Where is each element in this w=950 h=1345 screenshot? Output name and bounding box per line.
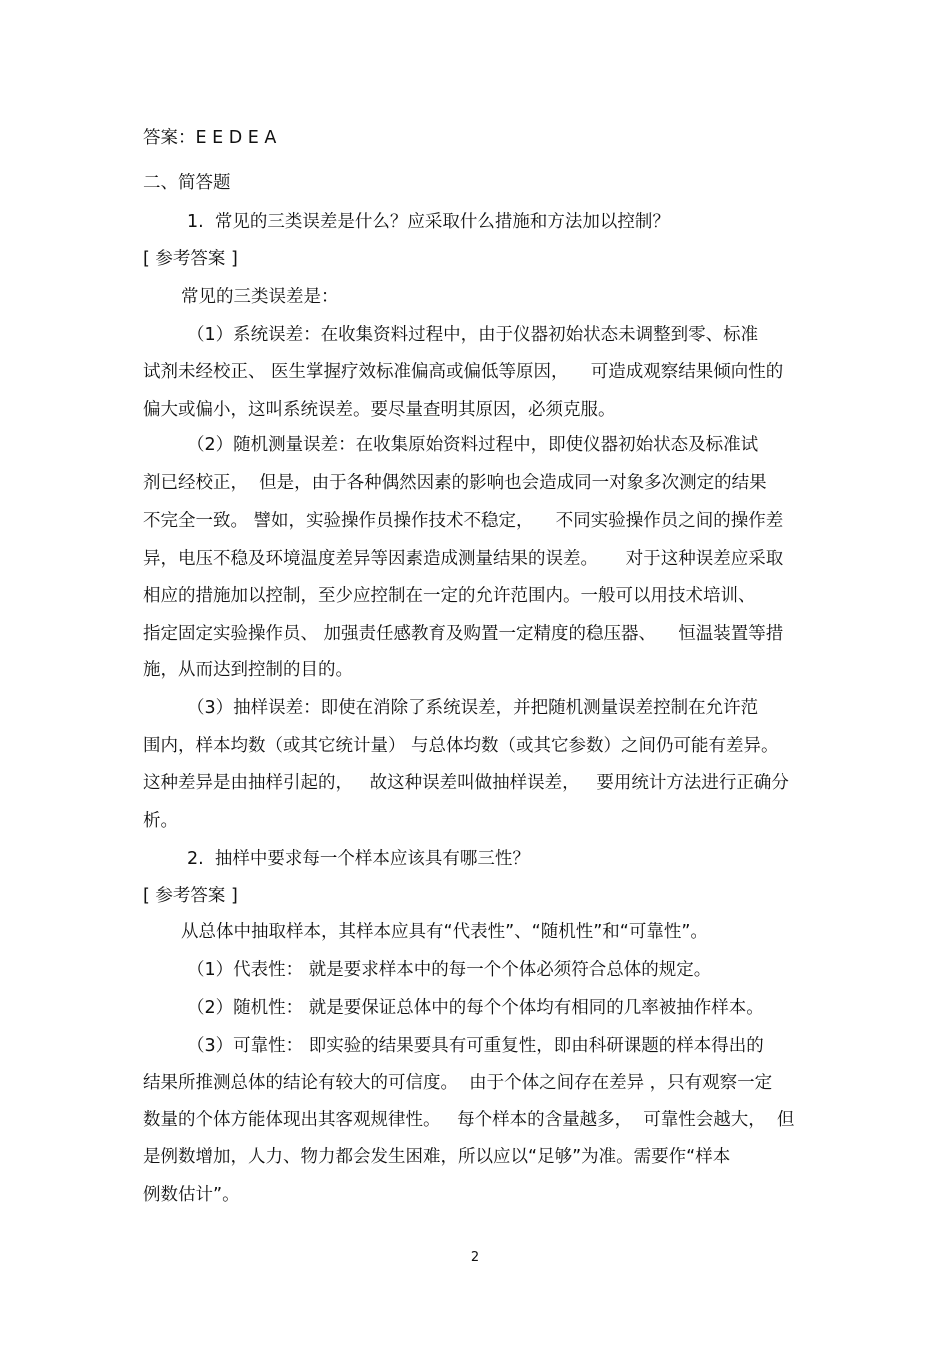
paragraph-line: （3）可靠性： 即实验的结果要具有可重复性，即由科研课题的样本得出的 xyxy=(187,1036,764,1056)
paragraph-line: 偏大或偏小，这叫系统误差。要尽量查明其原因，必须克服。 xyxy=(143,400,616,420)
paragraph-line: 析。 xyxy=(143,811,178,831)
paragraph-line: 相应的措施加以控制，至少应控制在一定的允许范围内。一般可以用技术培训、 xyxy=(143,586,756,606)
section-heading: 二、简答题 xyxy=(143,173,231,193)
reference-answer-label: [ 参考答案 ] xyxy=(143,249,238,269)
paragraph-line: 不完全一致。 譬如，实验操作员操作技术不稳定， 不同实验操作员之间的操作差 xyxy=(143,511,784,531)
paragraph-line: 指定固定实验操作员、 加强责任感教育及购置一定精度的稳压器、 恒温装置等措 xyxy=(143,624,784,644)
paragraph-line: （2）随机测量误差：在收集原始资料过程中，即使仪器初始状态及标准试 xyxy=(187,435,759,455)
paragraph-line: （2）随机性： 就是要保证总体中的每个个体均有相同的几率被抽作样本。 xyxy=(187,998,764,1018)
question-1: 1. 常见的三类误差是什么？应采取什么措施和方法加以控制？ xyxy=(187,212,670,232)
paragraph-line: 异，电压不稳及环境温度差异等因素造成测量结果的误差。 对于这种误差应采取 xyxy=(143,549,784,569)
answer-line: 答案：E E D E A xyxy=(143,128,277,148)
paragraph-line: 数量的个体方能体现出其客观规律性。 每个样本的含量越多， 可靠性会越大， 但 xyxy=(143,1110,795,1130)
paragraph-line: 施，从而达到控制的目的。 xyxy=(143,660,353,680)
paragraph-line: 从总体中抽取样本，其样本应具有“代表性”、“随机性”和“可靠性”。 xyxy=(181,922,708,942)
paragraph-line: 围内，样本均数（或其它统计量） 与总体均数（或其它参数）之间仍可能有差异。 xyxy=(143,736,779,756)
paragraph-line: 常见的三类误差是： xyxy=(181,287,339,307)
paragraph-line: （1）系统误差：在收集资料过程中，由于仪器初始状态未调整到零、标准 xyxy=(187,325,759,345)
paragraph-line: 例数估计”。 xyxy=(143,1185,240,1205)
paragraph-line: 是例数增加，人力、物力都会发生困难，所以应以“足够”为准。需要作“样本 xyxy=(143,1147,731,1167)
paragraph-line: （1）代表性： 就是要求样本中的每一个个体必须符合总体的规定。 xyxy=(187,960,712,980)
paragraph-line: （3）抽样误差：即使在消除了系统误差，并把随机测量误差控制在允许范 xyxy=(187,698,759,718)
reference-answer-label: [ 参考答案 ] xyxy=(143,886,238,906)
paragraph-line: 这种差异是由抽样引起的， 故这种误差叫做抽样误差， 要用统计方法进行正确分 xyxy=(143,773,789,793)
paragraph-line: 剂已经校正， 但是，由于各种偶然因素的影响也会造成同一对象多次测定的结果 xyxy=(143,473,767,493)
paragraph-line: 结果所推测总体的结论有较大的可信度。 由于个体之间存在差异 ，只有观察一定 xyxy=(143,1073,773,1093)
question-2: 2. 抽样中要求每一个样本应该具有哪三性？ xyxy=(187,849,530,869)
paragraph-line: 试剂未经校正、 医生掌握疗效标准偏高或偏低等原因， 可造成观察结果倾向性的 xyxy=(143,362,784,382)
page-number: 2 xyxy=(470,1250,480,1265)
